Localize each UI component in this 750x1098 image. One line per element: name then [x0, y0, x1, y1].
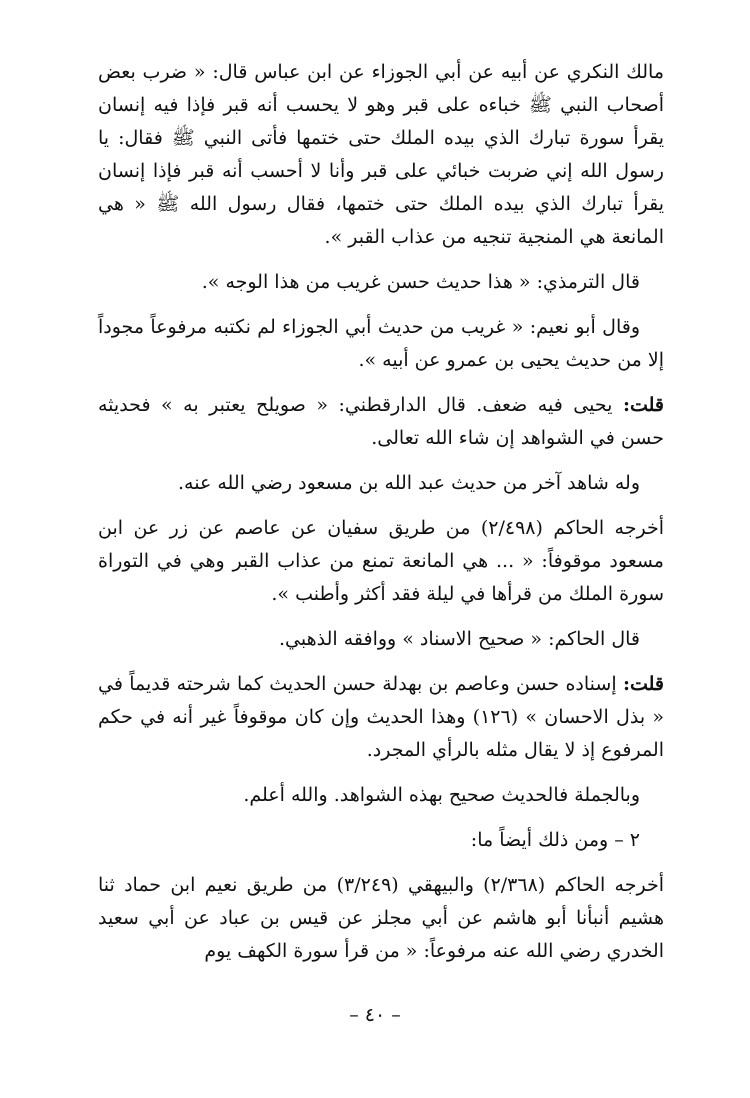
hakim-bayhaqi-citation-paragraph: [98, 869, 664, 968]
paragraph-text: يحيى فيه ضعف. قال الدارقطني: « صويلح يعتبر به » فحديثه حسن في الشواهد إن شاء الله تعالى.: [98, 394, 664, 449]
author-note-paragraph: [98, 668, 664, 767]
paragraph-text: وبالجملة فالحديث صحيح بهذه الشواهد. والله أعلم.: [243, 784, 640, 806]
paragraph-text: أخرجه الحاكم (٢/٤٩٨) من طريق سفيان عن عاصم عن زر عن ابن مسعود موقوفاً: « ... هي المانعة تمنع من عذاب القبر وهي في التوراة سورة الملك من قرأها في ليلة فقد أكثر وأطنب ».: [98, 517, 665, 605]
hakim-grading-paragraph: [98, 623, 664, 656]
paragraph-text: قال الحاكم: « صحيح الاسناد » ووافقه الذهبي.: [278, 628, 640, 650]
author-note-label: قلت:: [622, 673, 664, 695]
abu-nuaym-quote-paragraph: [98, 311, 664, 377]
author-note-label: قلت:: [622, 394, 664, 416]
paragraph-text: أخرجه الحاكم (٢/٣٦٨) والبيهقي (٣/٢٤٩) من طريق نعيم ابن حماد ثنا هشيم أنبأنا أبو هاشم عن أبي مجلز عن قيس بن عباد عن أبي سعيد الخدري رضي الله عنه مرفوعاً: « من قرأ سورة الكهف يوم: [98, 874, 664, 962]
paragraph-text: إسناده حسن وعاصم بن بهدلة حسن الحديث كما شرحته قديماً في « بذل الاحسان » (١٢٦) وهذا الحديث وإن كان موقوفاً غير أنه في حكم المرفوع إذ لا يقال مثله بالرأي المجرد.: [98, 673, 665, 761]
page-body: [98, 56, 664, 980]
hakim-citation-paragraph: [98, 512, 664, 611]
tirmidhi-quote-paragraph: [98, 266, 664, 299]
conclusion-paragraph: [98, 779, 664, 812]
section-heading-2: [98, 824, 664, 857]
paragraph-text: وله شاهد آخر من حديث عبد الله بن مسعود رضي الله عنه.: [178, 472, 640, 494]
page-number: – ٤٠ –: [349, 1004, 401, 1026]
paragraph-text: قال الترمذي: « هذا حديث حسن غريب من هذا الوجه ».: [201, 271, 640, 293]
paragraph-text: مالك النكري عن أبيه عن أبي الجوزاء عن ابن عباس قال: « ضرب بعض أصحاب النبي ﷺ خباءه على قبر وهو لا يحسب أنه قبر فإذا فيه إنسان يقرأ سورة تبارك الذي بيده الملك حتى ختمها فأتى النبي ﷺ فقال: يا رسول الله إني ضربت خبائي على قبر وأنا لا أحسب أنه قبر فإذا إنسان يقرأ تبارك الذي بيده الملك حتى ختمها، فقال رسول الله ﷺ « هي المانعة هي المنجية تنجيه من عذاب القبر ».: [98, 61, 664, 248]
paragraph-text: وقال أبو نعيم: « غريب من حديث أبي الجوزاء لم نكتبه مرفوعاً مجوداً إلا من حديث يحيى بن عمرو عن أبيه ».: [98, 316, 664, 371]
author-note-paragraph: [98, 389, 664, 455]
hadith-narration-paragraph: [98, 56, 664, 254]
supporting-witness-paragraph: [98, 467, 664, 500]
paragraph-text: ٢ – ومن ذلك أيضاً ما:: [470, 829, 640, 851]
